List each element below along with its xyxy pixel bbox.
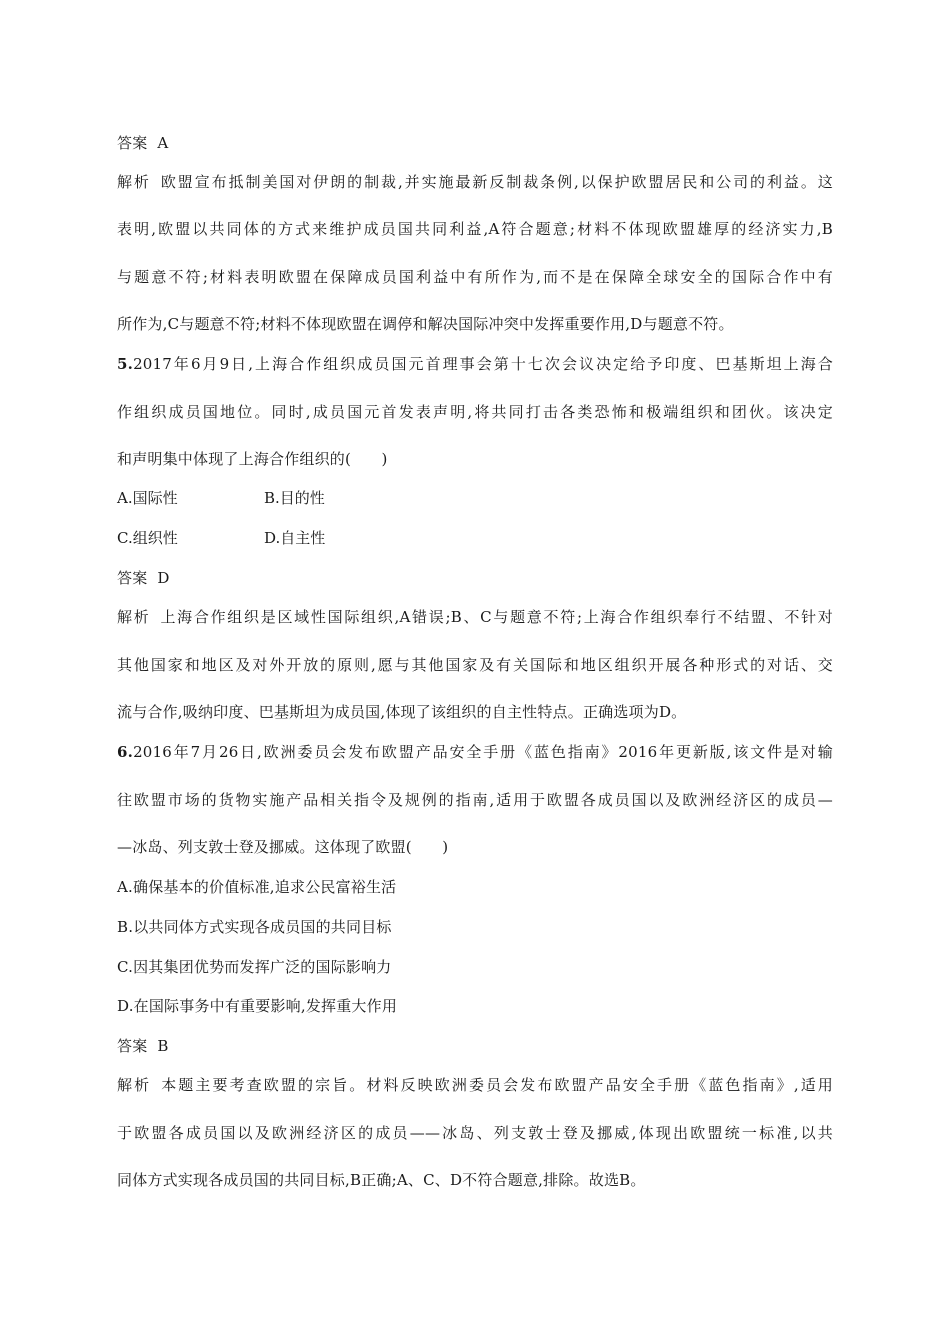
analysis-text: 本题主要考查欧盟的宗旨。材料反映欧洲委员会发布欧盟产品安全手册《蓝色指南》,适用 bbox=[161, 1076, 833, 1094]
q5-option-a[interactable]: A.国际性 bbox=[117, 489, 178, 507]
q6-analysis-line-1 bbox=[117, 1075, 833, 1095]
answer-label: 答案 bbox=[117, 134, 148, 152]
question-number: 5. bbox=[117, 355, 134, 373]
q6-option-b[interactable]: B.以共同体方式实现各成员国的共同目标 bbox=[117, 918, 392, 936]
q6-option-d[interactable]: D.在国际事务中有重要影响,发挥重大作用 bbox=[117, 997, 398, 1015]
question-number: 6. bbox=[117, 743, 134, 761]
q6-answer bbox=[117, 1036, 169, 1056]
analysis-text: 上海合作组织是区域性国际组织,A错误;B、C与题意不符;上海合作组织奉行不结盟、不针对 bbox=[160, 608, 833, 626]
analysis-label: 解析 bbox=[117, 173, 151, 191]
q4-analysis-line-1 bbox=[117, 172, 833, 192]
analysis-text: 欧盟宣布抵制美国对伊朗的制裁,并实施最新反制裁条例,以保护欧盟居民和公司的利益。这 bbox=[160, 173, 833, 191]
q6-option-c[interactable]: C.因其集团优势而发挥广泛的国际影响力 bbox=[117, 958, 392, 976]
q6-stem-line-2: 往欧盟市场的货物实施产品相关指令及规例的指南,适用于欧盟各成员国以及欧洲经济区的成员— bbox=[117, 791, 833, 809]
q5-analysis-line-2: 其他国家和地区及对外开放的原则,愿与其他国家及有关国际和地区组织开展各种形式的对话、交 bbox=[117, 656, 833, 674]
answer-label: 答案 bbox=[117, 569, 148, 587]
question-text: 2016年7月26日,欧洲委员会发布欧盟产品安全手册《蓝色指南》2016年更新版,该文件是对输 bbox=[133, 743, 833, 761]
q5-stem-line-2: 作组织成员国地位。同时,成员国元首发表声明,将共同打击各类恐怖和极端组织和团伙。该决定 bbox=[117, 403, 833, 421]
q6-analysis-line-3: 同体方式实现各成员国的共同目标,B正确;A、C、D不符合题意,排除。故选B。 bbox=[117, 1171, 646, 1189]
answer-value: A bbox=[157, 134, 169, 152]
q4-answer bbox=[117, 133, 168, 153]
q6-stem-line-1 bbox=[117, 742, 833, 762]
q6-option-a[interactable]: A.确保基本的价值标准,追求公民富裕生活 bbox=[117, 878, 397, 896]
document-page bbox=[117, 0, 833, 1344]
q5-options-row-1 bbox=[117, 488, 833, 508]
analysis-label: 解析 bbox=[117, 608, 151, 626]
q4-analysis-line-2: 表明,欧盟以共同体的方式来维护成员国共同利益,A符合题意;材料不体现欧盟雄厚的经济实力,B bbox=[117, 220, 833, 238]
answer-value: B bbox=[157, 1037, 169, 1055]
q5-stem-line-1 bbox=[117, 354, 833, 374]
q5-analysis-line-1 bbox=[117, 607, 833, 627]
q5-answer bbox=[117, 568, 170, 588]
q5-option-c[interactable]: C.组织性 bbox=[117, 529, 178, 547]
q4-analysis-line-3: 与题意不符;材料表明欧盟在保障成员国利益中有所作为,而不是在保障全球安全的国际合作中有 bbox=[117, 268, 833, 286]
answer-value: D bbox=[157, 569, 170, 587]
q5-stem-line-3: 和声明集中体现了上海合作组织的( ) bbox=[117, 450, 388, 468]
q5-option-d[interactable]: D.自主性 bbox=[264, 529, 326, 547]
q5-option-b[interactable]: B.目的性 bbox=[264, 489, 325, 507]
q6-analysis-line-2: 于欧盟各成员国以及欧洲经济区的成员——冰岛、列支敦士登及挪威,体现出欧盟统一标准,以共 bbox=[117, 1124, 833, 1142]
q5-analysis-line-3: 流与合作,吸纳印度、巴基斯坦为成员国,体现了该组织的自主性特点。正确选项为D。 bbox=[117, 703, 687, 721]
q5-options-row-2 bbox=[117, 528, 833, 548]
q6-stem-line-3: —冰岛、列支敦士登及挪威。这体现了欧盟( ) bbox=[117, 838, 449, 856]
answer-label: 答案 bbox=[117, 1037, 148, 1055]
analysis-label: 解析 bbox=[117, 1076, 152, 1094]
question-text: 2017年6月9日,上海合作组织成员国元首理事会第十七次会议决定给予印度、巴基斯坦上海合 bbox=[133, 355, 833, 373]
q4-analysis-line-4: 所作为,C与题意不符;材料不体现欧盟在调停和解决国际冲突中发挥重要作用,D与题意不符。 bbox=[117, 315, 734, 333]
